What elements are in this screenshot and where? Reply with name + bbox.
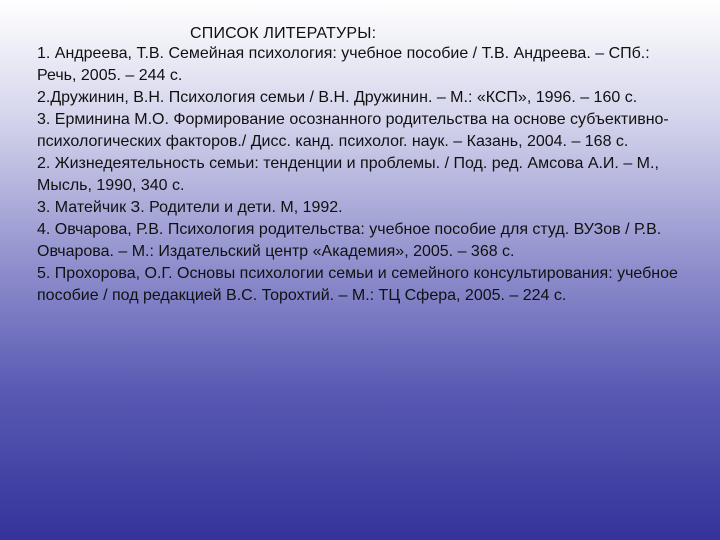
reference-list xyxy=(37,43,687,307)
reference-item: 2. Жизнедеятельность семьи: тенденции и проблемы. / Под. ред. Амсова А.И. – М., Мысль, 1990, 340 с. xyxy=(37,155,659,194)
reference-item: 3. Матейчик З. Родители и дети. М, 1992. xyxy=(37,199,343,216)
slide-title: СПИСОК ЛИТЕРАТУРЫ: xyxy=(190,25,377,42)
reference-item: 2.Дружинин, В.Н. Психология семьи / В.Н. Дружинин. – М.: «КСП», 1996. – 160 с. xyxy=(37,89,638,106)
reference-item: 5. Прохорова, О.Г. Основы психологии семьи и семейного консультирования: учебное пособие / под редакцией В.С. Торохтий. – М.: ТЦ Сфера, 2005. – 224 с. xyxy=(37,265,678,304)
reference-item: 4. Овчарова, Р.В. Психология родительства: учебное пособие для студ. ВУЗов / Р.В. Овчарова. – М.: Издательский центр «Академия», 2005. – 368 с. xyxy=(37,221,662,260)
reference-item: 1. Андреева, Т.В. Семейная психология: учебное пособие / Т.В. Андреева. – СПб.: Речь, 2005. – 244 с. xyxy=(37,45,650,84)
reference-item: 3. Ерминина М.О. Формирование осознанного родительства на основе субъективно-психологических факторов./ Дисс. канд. психолог. наук. – Казань, 2004. – 168 с. xyxy=(37,111,669,150)
